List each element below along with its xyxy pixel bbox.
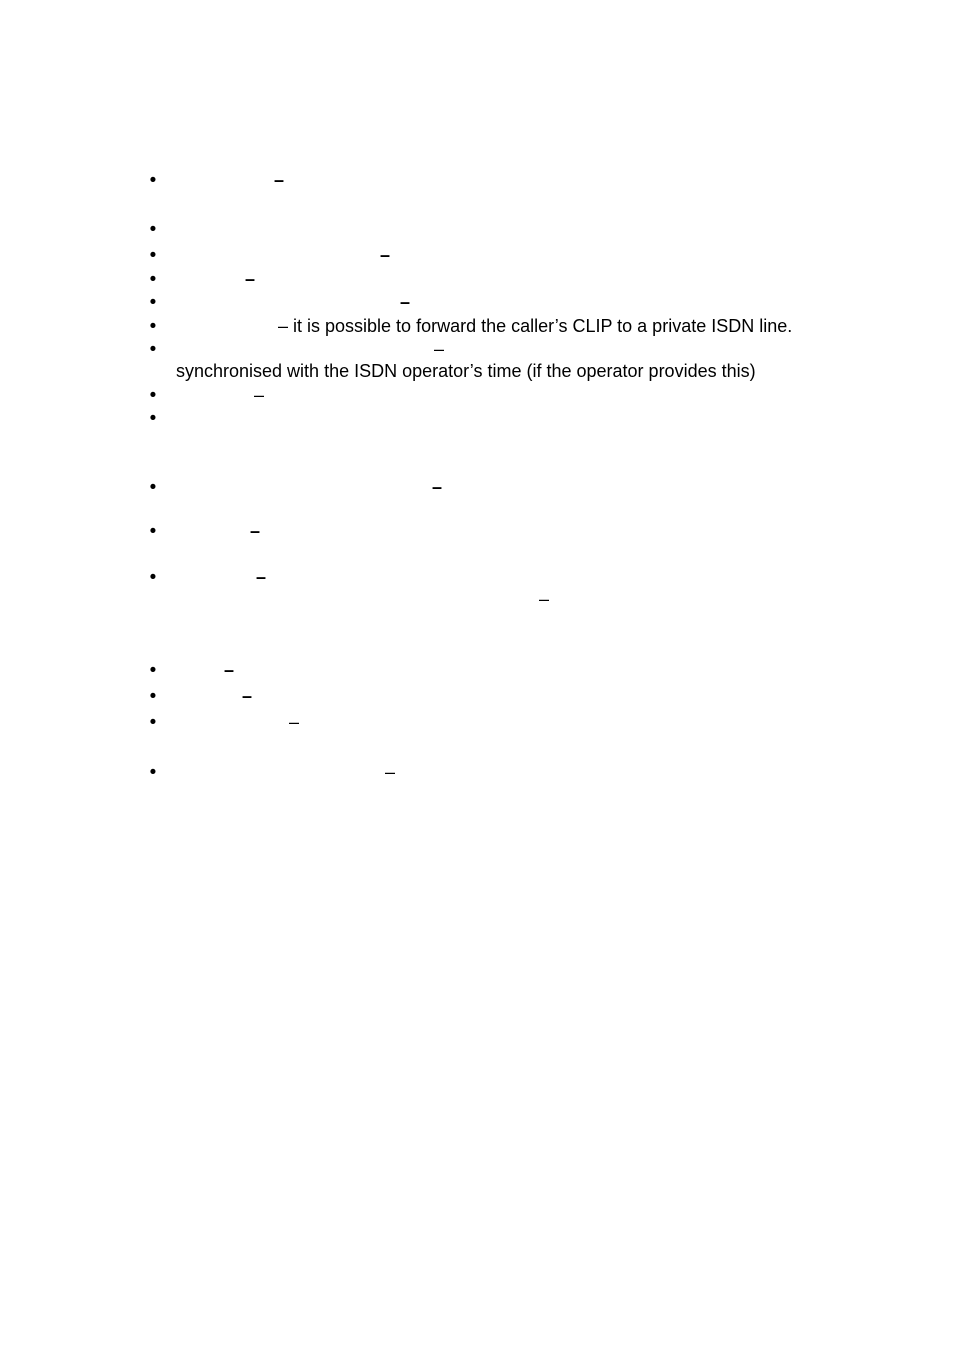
bullet-3: • bbox=[149, 245, 157, 266]
line-5-dash: – bbox=[400, 292, 411, 312]
bullet-7: • bbox=[149, 339, 157, 360]
bullet-11: • bbox=[149, 521, 157, 542]
bullet-16: • bbox=[149, 762, 157, 783]
line-13-dash: – bbox=[224, 660, 235, 680]
bullet-4: • bbox=[149, 269, 157, 290]
line-6-text: – it is possible to forward the caller’s CLIP to a private ISDN line. bbox=[278, 316, 793, 336]
bullet-9: • bbox=[149, 408, 157, 429]
line-11-dash: – bbox=[250, 521, 261, 541]
line-8-dash: – bbox=[254, 385, 265, 405]
bullet-13: • bbox=[149, 660, 157, 681]
line-7-dash: – bbox=[434, 339, 445, 359]
line-12-dash: – bbox=[256, 567, 267, 587]
bullet-14: • bbox=[149, 686, 157, 707]
bullet-5: • bbox=[149, 292, 157, 313]
line-12-continuation-dash: – bbox=[539, 589, 550, 609]
line-1-dash: – bbox=[274, 170, 285, 190]
bullet-6: • bbox=[149, 316, 157, 337]
bullet-2: • bbox=[149, 219, 157, 240]
bullet-8: • bbox=[149, 385, 157, 406]
line-16-dash: – bbox=[385, 762, 396, 782]
line-4-dash: – bbox=[245, 269, 256, 289]
bullet-12: • bbox=[149, 567, 157, 588]
line-7-continuation: synchronised with the ISDN operator’s time (if the operator provides this) bbox=[176, 361, 756, 381]
bullet-1: • bbox=[149, 170, 157, 191]
line-10-dash: – bbox=[432, 477, 443, 497]
line-3-dash: – bbox=[380, 245, 391, 265]
line-15-dash: – bbox=[289, 712, 300, 732]
bullet-10: • bbox=[149, 477, 157, 498]
bullet-15: • bbox=[149, 712, 157, 733]
line-14-dash: – bbox=[242, 686, 253, 706]
